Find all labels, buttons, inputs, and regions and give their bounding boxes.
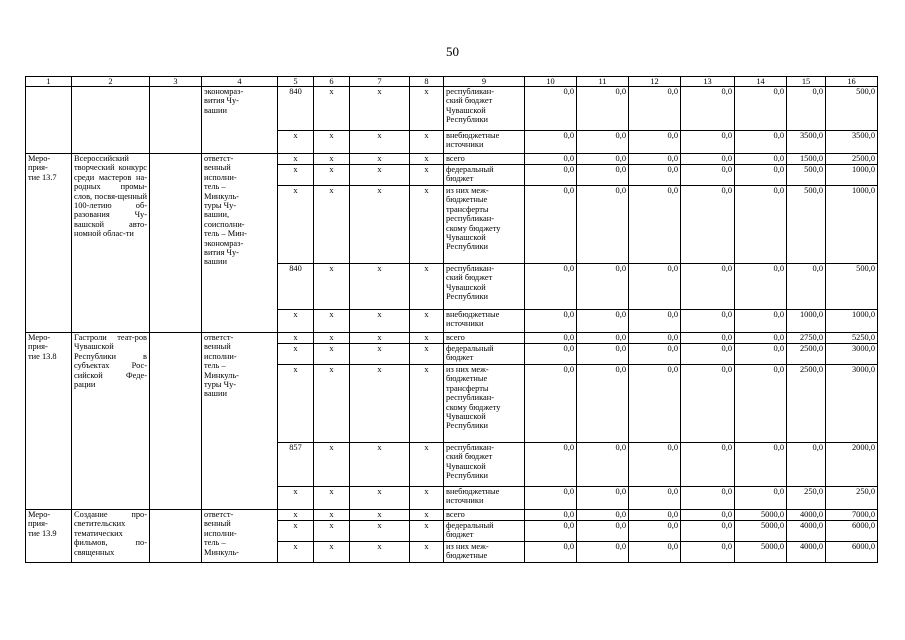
- code-cell: х: [410, 310, 444, 333]
- code-cell: х: [314, 87, 350, 131]
- code-cell: х: [278, 487, 314, 510]
- amount-cell: 0,0: [577, 310, 629, 333]
- code-cell: х: [410, 264, 444, 310]
- executor-cell: ответст- венный исполни- тель – Минкуль-: [202, 510, 278, 563]
- code-cell: х: [410, 186, 444, 264]
- amount-cell: 0,0: [735, 344, 787, 365]
- amount-cell: 500,0: [826, 87, 878, 131]
- code-cell: х: [350, 333, 410, 344]
- code-cell: х: [278, 344, 314, 365]
- amount-cell: 0,0: [681, 154, 735, 165]
- amount-cell: 0,0: [577, 510, 629, 521]
- amount-cell: 0,0: [681, 365, 735, 443]
- amount-cell: 0,0: [525, 333, 577, 344]
- header-row: [26, 77, 878, 87]
- code-cell: 840: [278, 87, 314, 131]
- code-cell: х: [410, 443, 444, 487]
- funding-source-cell: республикан- ский бюджет Чувашской Республики: [444, 264, 525, 310]
- code-cell: х: [314, 186, 350, 264]
- code-cell: х: [350, 131, 410, 154]
- code-cell: х: [314, 365, 350, 443]
- amount-cell: 0,0: [577, 365, 629, 443]
- code-cell: х: [350, 186, 410, 264]
- code-cell: х: [350, 510, 410, 521]
- code-cell: х: [410, 510, 444, 521]
- funding-source-cell: республикан- ский бюджет Чувашской Республики: [444, 87, 525, 131]
- funding-source-cell: республикан- ский бюджет Чувашской Республики: [444, 443, 525, 487]
- amount-cell: 1500,0: [787, 154, 826, 165]
- amount-cell: 0,0: [629, 264, 681, 310]
- budget-table: [25, 76, 878, 563]
- amount-cell: 4000,0: [787, 521, 826, 542]
- code-cell: х: [410, 131, 444, 154]
- amount-cell: 5000,0: [735, 510, 787, 521]
- amount-cell: 2500,0: [787, 365, 826, 443]
- code-cell: х: [350, 165, 410, 186]
- amount-cell: 0,0: [525, 310, 577, 333]
- funding-source-cell: федеральный бюджет: [444, 521, 525, 542]
- amount-cell: 0,0: [735, 365, 787, 443]
- table-row: [26, 87, 878, 131]
- amount-cell: 0,0: [577, 487, 629, 510]
- amount-cell: 0,0: [629, 521, 681, 542]
- amount-cell: 6000,0: [826, 521, 878, 542]
- amount-cell: 0,0: [525, 87, 577, 131]
- code-cell: х: [278, 510, 314, 521]
- code-cell: 857: [278, 443, 314, 487]
- code-cell: х: [410, 365, 444, 443]
- amount-cell: 3000,0: [826, 365, 878, 443]
- amount-cell: 250,0: [787, 487, 826, 510]
- header-cell: 4: [202, 77, 278, 87]
- measure-name-cell: Гастроли теат-ров Чувашской Республики в субъектах Рос-сийской Феде-рации: [72, 333, 150, 510]
- funding-source-cell: федеральный бюджет: [444, 165, 525, 186]
- code-cell: х: [410, 87, 444, 131]
- code-cell: х: [314, 510, 350, 521]
- amount-cell: 0,0: [787, 443, 826, 487]
- amount-cell: 1000,0: [826, 165, 878, 186]
- empty-cell: [150, 154, 202, 333]
- amount-cell: 0,0: [735, 333, 787, 344]
- funding-source-cell: из них меж- бюджетные трансферты республикан- скому бюджету Чувашской Республики: [444, 186, 525, 264]
- amount-cell: 0,0: [681, 487, 735, 510]
- funding-source-cell: из них меж- бюджетные: [444, 542, 525, 563]
- code-cell: х: [314, 487, 350, 510]
- amount-cell: 0,0: [735, 310, 787, 333]
- amount-cell: 0,0: [577, 154, 629, 165]
- code-cell: 840: [278, 264, 314, 310]
- code-cell: х: [314, 131, 350, 154]
- funding-source-cell: внебюджетные источники: [444, 487, 525, 510]
- code-cell: х: [314, 344, 350, 365]
- measure-id-cell: Меро- прия- тие 13.7: [26, 154, 72, 333]
- code-cell: х: [314, 542, 350, 563]
- code-cell: х: [410, 542, 444, 563]
- header-cell: 8: [410, 77, 444, 87]
- amount-cell: 500,0: [787, 186, 826, 264]
- amount-cell: 2000,0: [826, 443, 878, 487]
- amount-cell: 0,0: [525, 542, 577, 563]
- code-cell: х: [278, 310, 314, 333]
- code-cell: х: [278, 131, 314, 154]
- code-cell: х: [350, 87, 410, 131]
- code-cell: х: [278, 333, 314, 344]
- code-cell: х: [350, 365, 410, 443]
- code-cell: х: [350, 154, 410, 165]
- amount-cell: 2750,0: [787, 333, 826, 344]
- funding-source-cell: внебюджетные источники: [444, 310, 525, 333]
- table-row: [26, 510, 878, 521]
- amount-cell: 0,0: [629, 154, 681, 165]
- amount-cell: 7000,0: [826, 510, 878, 521]
- table-row: [26, 154, 878, 165]
- amount-cell: 5000,0: [735, 521, 787, 542]
- funding-source-cell: всего: [444, 333, 525, 344]
- measure-id-cell: Меро- прия- тие 13.9: [26, 510, 72, 563]
- amount-cell: 0,0: [681, 443, 735, 487]
- amount-cell: 0,0: [525, 154, 577, 165]
- amount-cell: 0,0: [525, 264, 577, 310]
- amount-cell: 0,0: [525, 131, 577, 154]
- amount-cell: 5250,0: [826, 333, 878, 344]
- empty-cell: [150, 87, 202, 154]
- funding-source-cell: внебюджетные источники: [444, 131, 525, 154]
- code-cell: х: [278, 521, 314, 542]
- amount-cell: 0,0: [629, 443, 681, 487]
- measure-name-cell: Создание про-светительских тематических фильмов, по-священных: [72, 510, 150, 563]
- amount-cell: 0,0: [735, 87, 787, 131]
- amount-cell: 0,0: [525, 344, 577, 365]
- code-cell: х: [278, 365, 314, 443]
- header-cell: 16: [826, 77, 878, 87]
- header-cell: 9: [444, 77, 525, 87]
- code-cell: х: [314, 443, 350, 487]
- code-cell: х: [278, 542, 314, 563]
- amount-cell: 0,0: [629, 542, 681, 563]
- code-cell: х: [350, 443, 410, 487]
- amount-cell: 0,0: [681, 87, 735, 131]
- measure-name-cell: [72, 87, 150, 154]
- amount-cell: 0,0: [525, 165, 577, 186]
- amount-cell: 3500,0: [787, 131, 826, 154]
- code-cell: х: [350, 310, 410, 333]
- executor-cell: ответст- венный исполни- тель – Минкуль- туры Чу- вашии: [202, 333, 278, 510]
- header-cell: 10: [525, 77, 577, 87]
- amount-cell: 0,0: [629, 165, 681, 186]
- header-cell: 14: [735, 77, 787, 87]
- table-body: [26, 77, 878, 563]
- code-cell: х: [410, 487, 444, 510]
- amount-cell: 0,0: [577, 165, 629, 186]
- code-cell: х: [410, 154, 444, 165]
- header-cell: 3: [150, 77, 202, 87]
- amount-cell: 0,0: [525, 186, 577, 264]
- amount-cell: 250,0: [826, 487, 878, 510]
- code-cell: х: [410, 333, 444, 344]
- amount-cell: 0,0: [525, 510, 577, 521]
- measure-id-cell: Меро- прия- тие 13.8: [26, 333, 72, 510]
- code-cell: х: [350, 521, 410, 542]
- empty-cell: [150, 333, 202, 510]
- amount-cell: 500,0: [787, 165, 826, 186]
- amount-cell: 0,0: [629, 310, 681, 333]
- code-cell: х: [278, 154, 314, 165]
- amount-cell: 0,0: [525, 521, 577, 542]
- amount-cell: 4000,0: [787, 542, 826, 563]
- funding-source-cell: федеральный бюджет: [444, 344, 525, 365]
- header-cell: 7: [350, 77, 410, 87]
- amount-cell: 0,0: [629, 186, 681, 264]
- amount-cell: 0,0: [525, 443, 577, 487]
- code-cell: х: [410, 521, 444, 542]
- code-cell: х: [314, 264, 350, 310]
- amount-cell: 5000,0: [735, 542, 787, 563]
- amount-cell: 2500,0: [787, 344, 826, 365]
- measure-name-cell: Всероссийский творческий конкурс среди мастеров на-родных промы-слов, посвя-щенный 100-летию об-разования Чу-вашской авто-номной облас-ти: [72, 154, 150, 333]
- header-cell: 15: [787, 77, 826, 87]
- amount-cell: 0,0: [577, 87, 629, 131]
- amount-cell: 1000,0: [787, 310, 826, 333]
- amount-cell: 0,0: [629, 333, 681, 344]
- funding-source-cell: всего: [444, 510, 525, 521]
- amount-cell: 0,0: [681, 165, 735, 186]
- amount-cell: 0,0: [629, 87, 681, 131]
- page-number: 50: [446, 44, 459, 59]
- amount-cell: 0,0: [577, 264, 629, 310]
- header-cell: 12: [629, 77, 681, 87]
- empty-cell: [150, 510, 202, 563]
- funding-source-cell: из них меж- бюджетные трансферты республикан- скому бюджету Чувашской Республики: [444, 365, 525, 443]
- funding-source-cell: всего: [444, 154, 525, 165]
- header-cell: 1: [26, 77, 72, 87]
- amount-cell: 0,0: [735, 443, 787, 487]
- code-cell: х: [278, 186, 314, 264]
- amount-cell: 0,0: [735, 131, 787, 154]
- amount-cell: 6000,0: [826, 542, 878, 563]
- header-cell: 11: [577, 77, 629, 87]
- amount-cell: 0,0: [681, 521, 735, 542]
- amount-cell: 0,0: [735, 186, 787, 264]
- amount-cell: 500,0: [826, 264, 878, 310]
- amount-cell: 0,0: [525, 487, 577, 510]
- code-cell: х: [350, 264, 410, 310]
- amount-cell: 0,0: [577, 542, 629, 563]
- amount-cell: 0,0: [735, 154, 787, 165]
- amount-cell: 0,0: [787, 264, 826, 310]
- amount-cell: 0,0: [735, 487, 787, 510]
- amount-cell: 0,0: [577, 131, 629, 154]
- amount-cell: 0,0: [525, 365, 577, 443]
- amount-cell: 4000,0: [787, 510, 826, 521]
- table-row: [26, 333, 878, 344]
- code-cell: х: [350, 487, 410, 510]
- amount-cell: 0,0: [577, 186, 629, 264]
- header-cell: 2: [72, 77, 150, 87]
- amount-cell: 0,0: [681, 310, 735, 333]
- amount-cell: 0,0: [577, 333, 629, 344]
- code-cell: х: [278, 165, 314, 186]
- code-cell: х: [314, 333, 350, 344]
- code-cell: х: [350, 542, 410, 563]
- amount-cell: 3000,0: [826, 344, 878, 365]
- amount-cell: 0,0: [577, 443, 629, 487]
- amount-cell: 0,0: [629, 131, 681, 154]
- amount-cell: 0,0: [735, 264, 787, 310]
- code-cell: х: [314, 521, 350, 542]
- code-cell: х: [350, 344, 410, 365]
- amount-cell: 3500,0: [826, 131, 878, 154]
- amount-cell: 0,0: [681, 344, 735, 365]
- amount-cell: 2500,0: [826, 154, 878, 165]
- measure-id-cell: [26, 87, 72, 154]
- amount-cell: 0,0: [577, 344, 629, 365]
- amount-cell: 0,0: [787, 87, 826, 131]
- amount-cell: 0,0: [735, 165, 787, 186]
- code-cell: х: [410, 344, 444, 365]
- amount-cell: 0,0: [681, 333, 735, 344]
- amount-cell: 0,0: [681, 131, 735, 154]
- header-cell: 13: [681, 77, 735, 87]
- code-cell: х: [314, 154, 350, 165]
- code-cell: х: [314, 165, 350, 186]
- code-cell: х: [314, 310, 350, 333]
- amount-cell: 1000,0: [826, 186, 878, 264]
- amount-cell: 1000,0: [826, 310, 878, 333]
- header-cell: 6: [314, 77, 350, 87]
- amount-cell: 0,0: [577, 521, 629, 542]
- amount-cell: 0,0: [629, 344, 681, 365]
- amount-cell: 0,0: [681, 510, 735, 521]
- amount-cell: 0,0: [629, 365, 681, 443]
- header-cell: 5: [278, 77, 314, 87]
- code-cell: х: [410, 165, 444, 186]
- amount-cell: 0,0: [629, 510, 681, 521]
- executor-cell: ответст- венный исполни- тель – Минкуль- туры Чу- вашии, соисполни- тель – Мин- экономраз- вития Чу- вашии: [202, 154, 278, 333]
- amount-cell: 0,0: [681, 186, 735, 264]
- amount-cell: 0,0: [681, 264, 735, 310]
- amount-cell: 0,0: [629, 487, 681, 510]
- amount-cell: 0,0: [681, 542, 735, 563]
- executor-cell: экономраз- вития Чу- вашии: [202, 87, 278, 154]
